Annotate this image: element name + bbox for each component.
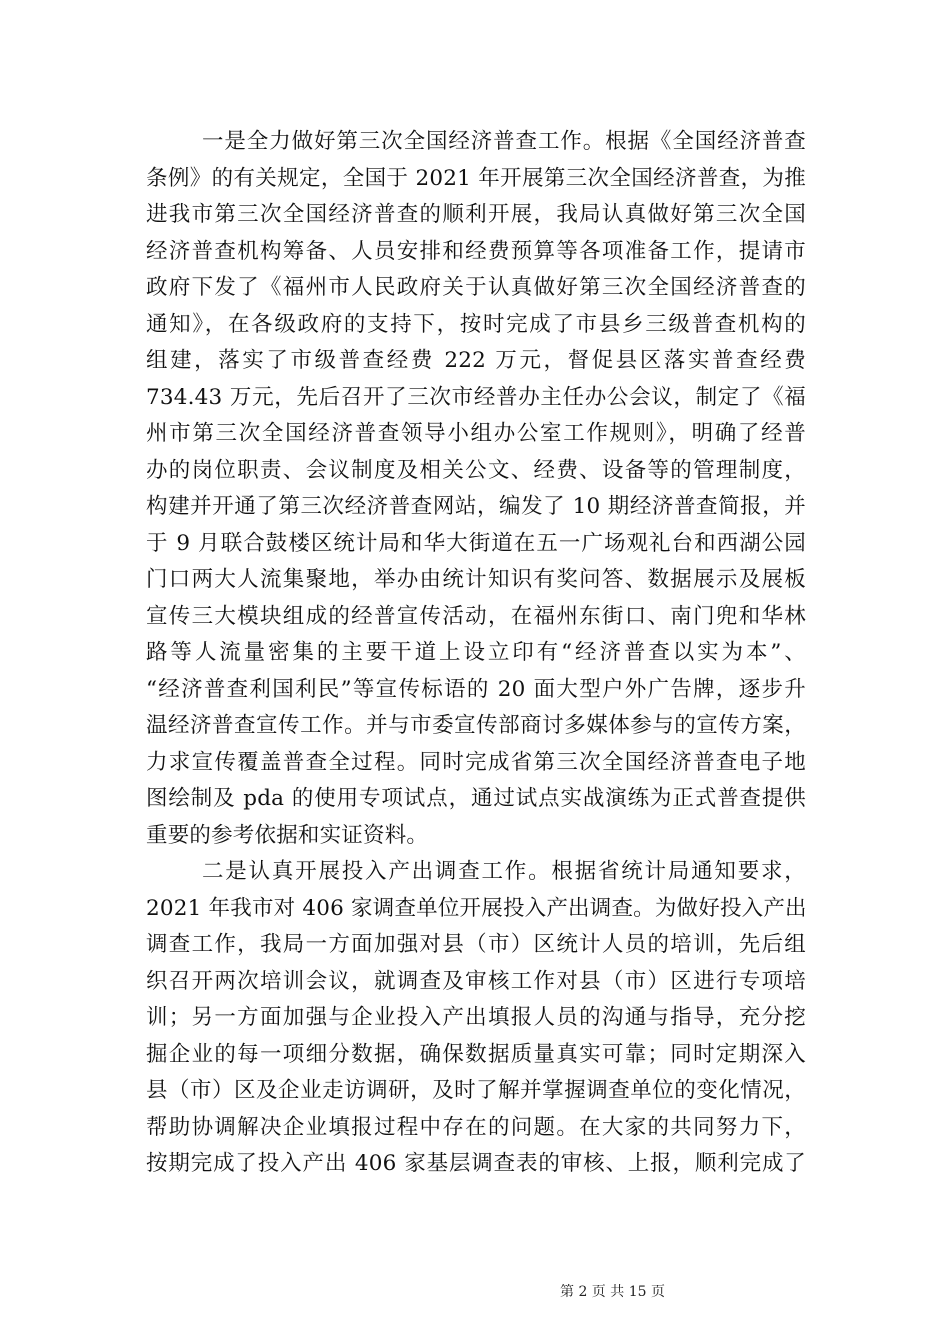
text-line: 州市第三次全国经济普查领导小组办公室工作规则》，明确了经普 [146, 421, 806, 446]
text-line: 构建并开通了第三次经济普查网站，编发了 10 期经济普查简报，并 [146, 494, 806, 519]
text-line: 于 9 月联合鼓楼区统计局和华大街道在五一广场观礼台和西湖公园 [146, 530, 806, 556]
document-body [146, 124, 806, 1183]
text-line: 2021 年我市对 406 家调查单位开展投入产出调查。为做好投入产出 [146, 895, 807, 921]
text-line: 一是全力做好第三次全国经济普查工作。根据《全国经济普查 [202, 129, 806, 154]
text-line: 组建，落实了市级普查经费 222 万元，督促县区落实普查经费 [146, 348, 806, 373]
text-line: 帮助协调解决企业填报过程中存在的问题。在大家的共同努力下， [146, 1114, 806, 1140]
text-line: 门口两大人流集聚地，举办由统计知识有奖问答、数据展示及展板 [146, 567, 806, 592]
text-line: 温经济普查宣传工作。并与市委宣传部商讨多媒体参与的宣传方案， [146, 713, 806, 738]
text-line: 宣传三大模块组成的经普宣传活动，在福州东街口、南门兜和华林 [146, 603, 806, 629]
text-line: 734.43 万元，先后召开了三次市经普办主任办公会议，制定了《福 [146, 384, 806, 410]
text-line: 办的岗位职责、会议制度及相关公文、经费、设备等的管理制度， [146, 457, 806, 483]
text-line: 二是认真开展投入产出调查工作。根据省统计局通知要求， [202, 859, 806, 884]
text-line: 政府下发了《福州市人民政府关于认真做好第三次全国经济普查的 [146, 275, 806, 300]
text-line: 织召开两次培训会议，就调查及审核工作对县（市）区进行专项培 [146, 968, 806, 994]
text-line: “经济普查利国利民”等宣传标语的 20 面大型户外广告牌，逐步升 [146, 676, 806, 702]
text-line: 经济普查机构筹备、人员安排和经费预算等各项准备工作，提请市 [146, 238, 806, 264]
text-line: 进我市第三次全国经济普查的顺利开展，我局认真做好第三次全国 [146, 202, 806, 227]
text-line: 条例》的有关规定，全国于 2021 年开展第三次全国经济普查，为推 [146, 165, 806, 191]
text-line: 按期完成了投入产出 406 家基层调查表的审核、上报，顺利完成了 [146, 1151, 806, 1176]
text-line: 训；另一方面加强与企业投入产出填报人员的沟通与指导，充分挖 [146, 1005, 806, 1030]
text-line: 图绘制及 pda 的使用专项试点，通过试点实战演练为正式普查提供 [146, 786, 806, 811]
paragraph-input-output-survey [146, 854, 806, 1183]
text-line: 力求宣传覆盖普查全过程。同时完成省第三次全国经济普查电子地 [146, 749, 806, 775]
paragraph-economic-census [146, 124, 806, 854]
page-number-footer: 第 2 页 共 15 页 [560, 1284, 665, 1300]
text-line: 县（市）区及企业走访调研，及时了解并掌握调查单位的变化情况， [146, 1078, 806, 1103]
text-line: 通知》，在各级政府的支持下，按时完成了市县乡三级普查机构的 [146, 311, 806, 337]
text-line: 调查工作，我局一方面加强对县（市）区统计人员的培训，先后组 [146, 932, 806, 957]
text-line: 重要的参考依据和实证资料。 [146, 822, 429, 848]
text-line: 路等人流量密集的主要干道上设立印有“经济普查以实为本”、 [146, 640, 806, 665]
text-line: 掘企业的每一项细分数据，确保数据质量真实可靠；同时定期深入 [146, 1041, 806, 1067]
